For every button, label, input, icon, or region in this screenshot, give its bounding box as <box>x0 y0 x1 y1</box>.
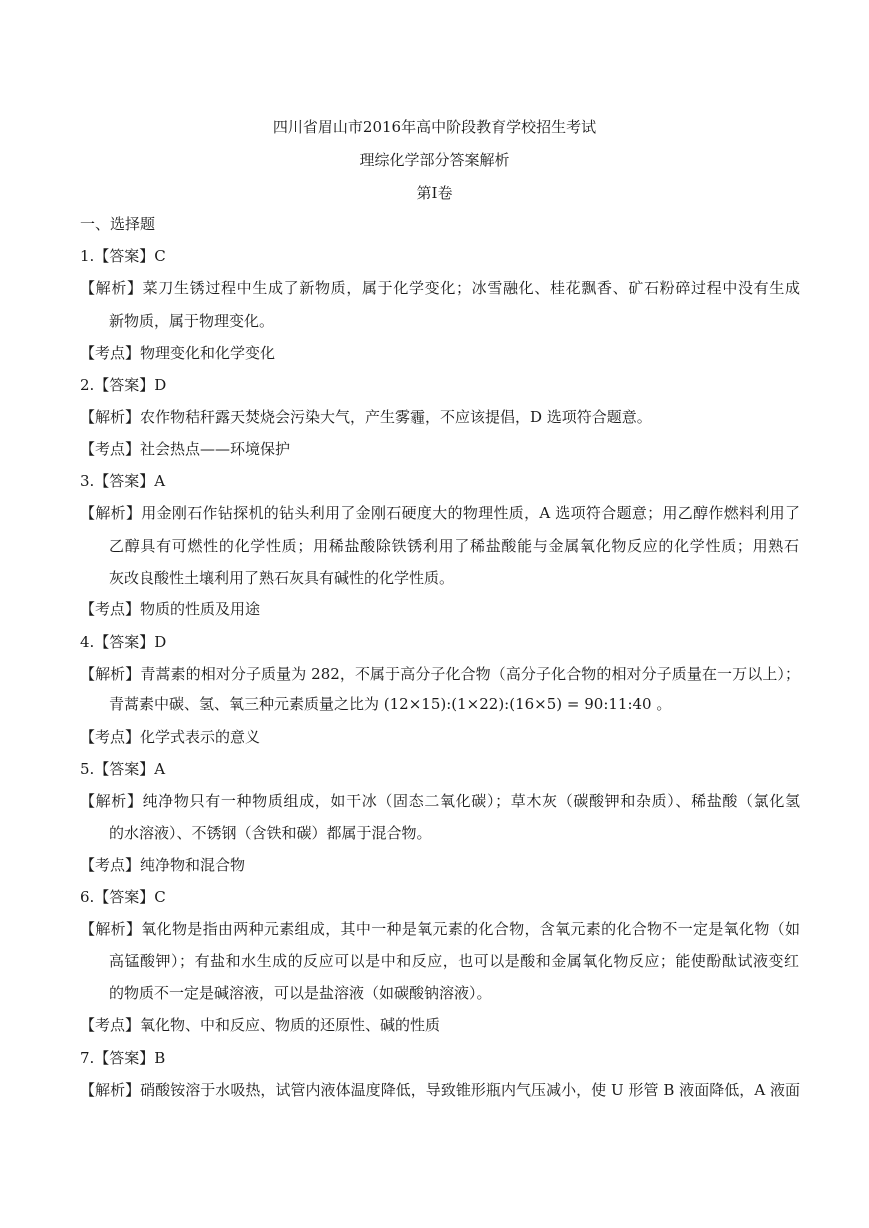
q5-answer: 5.【答案】A <box>80 760 166 778</box>
q6-answer: 6.【答案】C <box>80 888 166 906</box>
q5-point: 【考点】纯净物和混合物 <box>80 856 246 874</box>
q7-answer: 7.【答案】B <box>80 1049 166 1067</box>
q4-analysis-line-2: 青蒿素中碳、氢、氧三种元素质量之比为 (12×15):(1×22):(16×5) = 90:11:40 。 <box>109 695 672 713</box>
q2-analysis-line-1: 【解析】农作物秸秆露天焚烧会污染大气，产生雾霾，不应该提倡，D 选项符合题意。 <box>80 408 652 426</box>
q6-analysis-line-2: 高锰酸钾）；有盐和水生成的反应可以是中和反应，也可以是酸和金属氧化物反应；能使酚酞试液变红 <box>109 952 799 970</box>
q1-analysis-line-2: 新物质，属于物理变化。 <box>109 312 275 330</box>
q3-analysis-line-2: 乙醇具有可燃性的化学性质；用稀盐酸除铁锈利用了稀盐酸能与金属氧化物反应的化学性质；用熟石 <box>109 537 799 555</box>
q2-answer: 2.【答案】D <box>80 376 167 394</box>
q1-point: 【考点】物理变化和化学变化 <box>80 344 276 362</box>
q5-analysis-line-1: 【解析】纯净物只有一种物质组成，如干冰（固态二氧化碳）；草木灰（碳酸钾和杂质）、稀盐酸（氯化氢 <box>80 792 800 810</box>
volume-label: 第Ⅰ卷 <box>416 184 453 202</box>
section-heading: 一、选择题 <box>80 215 156 233</box>
q6-point: 【考点】氧化物、中和反应、物质的还原性、碱的性质 <box>80 1016 441 1034</box>
q3-answer: 3.【答案】A <box>80 472 166 490</box>
q6-analysis-line-1: 【解析】氧化物是指由两种元素组成，其中一种是氧元素的化合物，含氧元素的化合物不一定是氧化物（如 <box>80 920 800 938</box>
q4-point: 【考点】化学式表示的意义 <box>80 728 261 746</box>
document-subtitle: 理综化学部分答案解析 <box>359 151 510 169</box>
q1-answer: 1.【答案】C <box>80 247 166 265</box>
q4-analysis-line-1: 【解析】青蒿素的相对分子质量为 282，不属于高分子化合物（高分子化合物的相对分子质量在一万以上）； <box>80 665 800 683</box>
q4-answer: 4.【答案】D <box>80 633 167 651</box>
q3-point: 【考点】物质的性质及用途 <box>80 600 261 618</box>
q3-analysis-line-1: 【解析】用金刚石作钻探机的钻头利用了金刚石硬度大的物理性质，A 选项符合题意；用乙醇作燃料利用了 <box>80 504 800 522</box>
q3-analysis-line-3: 灰改良酸性土壤利用了熟石灰具有碱性的化学性质。 <box>109 569 455 587</box>
q6-analysis-line-3: 的物质不一定是碱溶液，可以是盐溶液（如碳酸钠溶液）。 <box>109 984 492 1002</box>
q7-analysis-line-1: 【解析】硝酸铵溶于水吸热，试管内液体温度降低，导致锥形瓶内气压减小，使 U 形管 B 液面降低，A 液面 <box>80 1081 800 1099</box>
q1-analysis-line-1: 【解析】菜刀生锈过程中生成了新物质，属于化学变化；冰雪融化、桂花飘香、矿石粉碎过程中没有生成 <box>80 279 800 297</box>
q5-analysis-line-2: 的水溶液）、不锈钢（含铁和碳）都属于混合物。 <box>109 824 432 842</box>
document-title: 四川省眉山市2016年高中阶段教育学校招生考试 <box>272 118 597 136</box>
q2-point: 【考点】社会热点——环境保护 <box>80 440 291 458</box>
